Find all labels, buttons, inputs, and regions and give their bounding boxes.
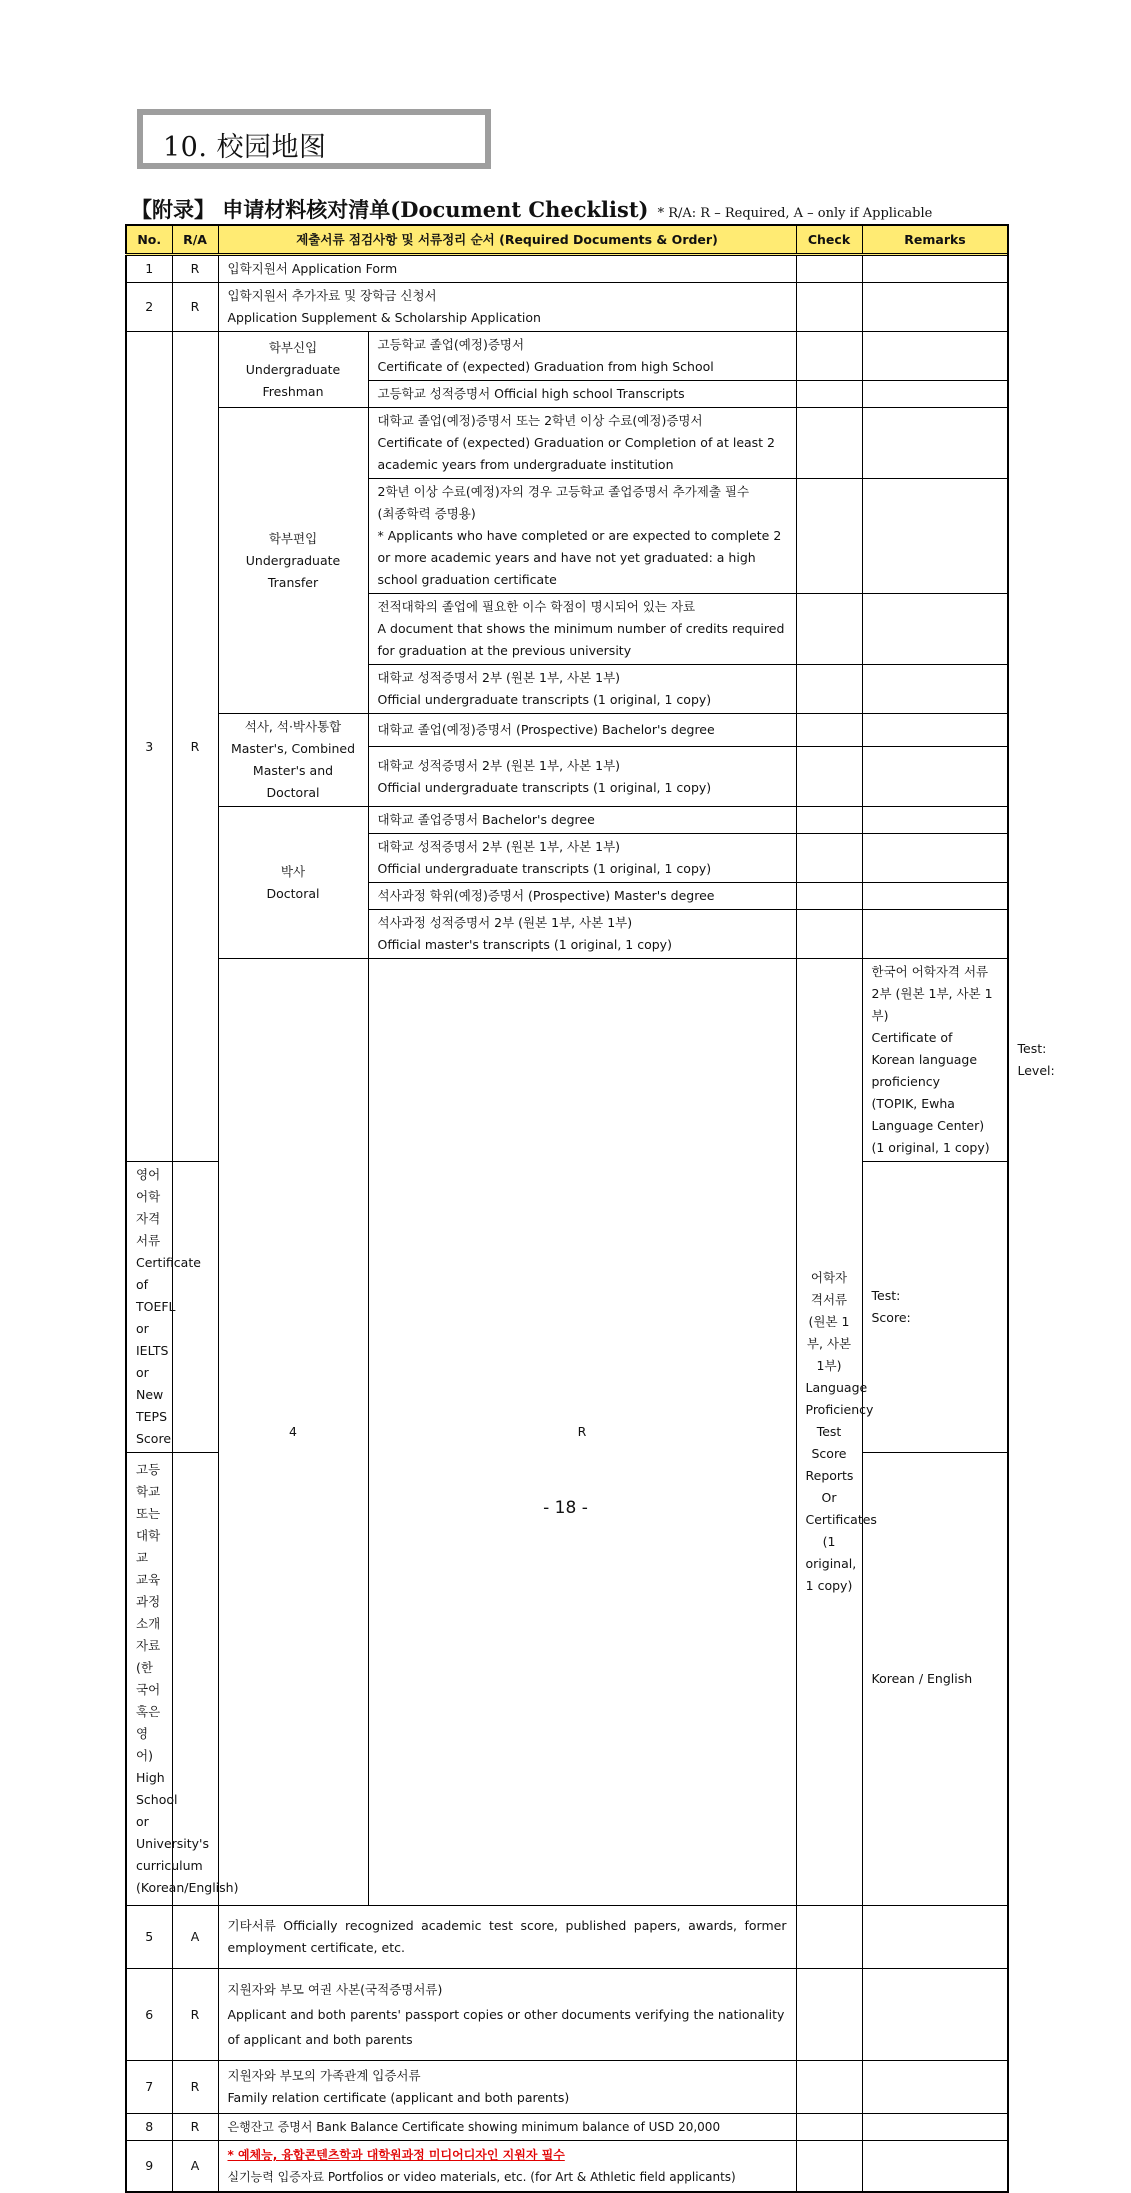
document-line: Certificate of Korean language proficiency [871, 1030, 978, 1089]
document-cell [218, 2141, 796, 2193]
remarks-cell [862, 332, 1008, 381]
category-line: Freshman [262, 383, 324, 399]
document-line: 실기능력 입증자료 Portfolios or video materials, etc. (for Art & Athletic field applicants) [227, 2170, 736, 2184]
category-line: Undergraduate [245, 361, 341, 377]
check-cell[interactable] [796, 747, 862, 807]
row-ra: R [172, 283, 218, 332]
document-line: academic years from undergraduate institution [377, 457, 674, 472]
document-line: Official undergraduate transcripts (1 original, 1 copy) [377, 861, 712, 876]
category-line: Master's and Doctoral [252, 763, 334, 800]
table-row [126, 807, 1008, 834]
remarks-cell [862, 665, 1008, 714]
row-number: 9 [126, 2141, 172, 2193]
check-cell[interactable] [796, 807, 862, 834]
category-line: 석사, 석·박사통합 [244, 719, 342, 734]
category-line: (1 original, 1 copy) [805, 1534, 857, 1593]
document-line: 영어 어학자격 서류 [136, 1167, 161, 1248]
remarks-cell [862, 2141, 1008, 2193]
document-line: High School or University's curriculum (Korean/English) [136, 1770, 239, 1895]
document-line: 지원자와 부모 여권 사본(국적증명서류) [227, 1982, 443, 1997]
check-cell[interactable] [172, 1162, 218, 1453]
document-line: Applicant and both parents' passport copies or other documents verifying the nationality [227, 2007, 785, 2022]
document-cell [368, 594, 796, 665]
document-cell [126, 1453, 239, 1906]
check-cell[interactable] [796, 1969, 862, 2061]
document-line: Family relation certificate (applicant and both parents) [227, 2090, 570, 2105]
document-cell [368, 910, 796, 959]
section-title-box [137, 109, 491, 169]
table-row [126, 714, 1008, 747]
check-cell[interactable] [172, 1453, 218, 1906]
check-cell[interactable] [796, 910, 862, 959]
remarks-cell [862, 594, 1008, 665]
row-ra: A [172, 1906, 218, 1969]
remarks-cell [862, 255, 1008, 283]
document-cell [368, 479, 796, 594]
header-no: No. [126, 225, 172, 255]
check-cell[interactable] [796, 2114, 862, 2141]
table-row [126, 332, 1008, 381]
document-line: (TOPIK, Ewha Language Center) (1 original, 1 copy) [871, 1096, 990, 1155]
check-cell[interactable] [796, 283, 862, 332]
category-line: Master's, Combined [230, 741, 356, 756]
category-line: Undergraduate [245, 552, 341, 568]
remarks-cell [862, 834, 1008, 883]
header-check: Check [796, 225, 862, 255]
document-line: school graduation certificate [377, 572, 557, 587]
check-cell[interactable] [796, 1906, 862, 1969]
category-line: Language [805, 1380, 868, 1395]
row-ra: R [368, 959, 796, 1906]
document-cell [218, 2061, 796, 2114]
category-freshman [218, 332, 368, 408]
category-line: 학부편입 [268, 530, 318, 546]
document-line: 은행잔고 증명서 Bank Balance Certificate showing minimum balance of USD 20,000 [227, 2120, 721, 2134]
header-remarks: Remarks [862, 225, 1008, 255]
row-ra: R [172, 2114, 218, 2141]
remarks-cell [862, 1906, 1008, 1969]
category-language [796, 959, 877, 1906]
category-line: Proficiency Test [805, 1402, 874, 1439]
check-cell[interactable] [796, 594, 862, 665]
document-line: 대학교 졸업(예정)증명서 (Prospective) Bachelor's degree [377, 722, 715, 738]
table-row [126, 2114, 1008, 2141]
section-title: 10. 校园地图 [163, 132, 327, 163]
row-ra: A [172, 2141, 218, 2193]
row-number: 5 [126, 1906, 172, 1969]
header-ra: R/A [172, 225, 218, 255]
document-cell [368, 408, 796, 479]
document-line: Certificate of (expected) Graduation from high School [377, 359, 714, 374]
document-line: 고등학교 성적증명서 Official high school Transcripts [377, 386, 685, 401]
document-line: 대학교 성적증명서 2부 (원본 1부, 사본 1부) [377, 670, 621, 685]
document-line: (최종학력 증명용) [377, 506, 476, 521]
document-cell [368, 747, 796, 807]
document-cell [368, 714, 796, 747]
category-transfer [218, 408, 368, 714]
remarks-cell [862, 1453, 1008, 1906]
document-line: for graduation at the previous university [377, 643, 632, 658]
table-row [126, 283, 1008, 332]
check-cell[interactable] [796, 714, 862, 747]
document-line: 2학년 이상 수료(예정)자의 경우 고등학교 졸업증명서 추가제출 필수 [377, 484, 750, 499]
document-cell [368, 883, 796, 910]
remarks-cell [862, 714, 1008, 747]
remarks-cell [862, 747, 1008, 807]
remarks-cell [862, 283, 1008, 332]
remarks-cell [862, 408, 1008, 479]
document-cell [218, 1906, 796, 1969]
row-number: 8 [126, 2114, 172, 2141]
document-line: 전적대학의 졸업에 필요한 이수 학점이 명시되어 있는 자료 [377, 599, 696, 614]
document-line: A document that shows the minimum number of credits required [377, 621, 785, 636]
document-line: 대학교 성적증명서 2부 (원본 1부, 사본 1부) [377, 839, 621, 854]
row-number: 3 [126, 332, 172, 1162]
remarks-cell [862, 479, 1008, 594]
header-documents: 제출서류 점검사항 및 서류정리 순서 (Required Documents & Order) [218, 225, 796, 255]
table-row [126, 255, 1008, 283]
document-line: 석사과정 성적증명서 2부 (원본 1부, 사본 1부) [377, 915, 633, 930]
document-cell [368, 665, 796, 714]
remarks-cell [862, 1162, 1008, 1453]
checklist-title: 【附录】 申请材料核对清单(Document Checklist) [131, 197, 649, 222]
required-highlight: * 예체능, 융합콘텐츠학과 대학원과정 미디어디자인 지원자 필수 [227, 2148, 565, 2162]
remarks-cell [862, 2114, 1008, 2141]
document-line: or more academic years and have not yet graduated: a high [377, 550, 756, 565]
check-cell[interactable] [796, 834, 862, 883]
page-number: - 18 - [543, 1498, 588, 1518]
document-cell [218, 1969, 796, 2061]
remarks-cell [862, 2061, 1008, 2114]
document-line: Official undergraduate transcripts (1 original, 1 copy) [377, 779, 712, 795]
remarks-cell [862, 381, 1008, 408]
check-cell[interactable] [796, 381, 862, 408]
document-cell [218, 283, 796, 332]
row-ra: R [172, 1969, 218, 2061]
remarks-line: Score: [871, 1310, 911, 1325]
document-cell [218, 2114, 796, 2141]
document-cell [368, 807, 796, 834]
document-line: 고등학교 졸업(예정)증명서 [377, 337, 525, 352]
check-cell[interactable] [796, 408, 862, 479]
check-cell[interactable] [796, 479, 862, 594]
document-line: Certificate of TOEFL or IELTS or New TEPS Score [136, 1255, 201, 1446]
category-line: 박사 [280, 863, 306, 879]
category-line: 어학자격서류 [810, 1270, 848, 1307]
document-line: Application Supplement & Scholarship Application [227, 310, 541, 325]
document-cell [368, 834, 796, 883]
category-line: Score Reports [805, 1446, 854, 1483]
check-cell[interactable] [796, 665, 862, 714]
document-line: 지원자와 부모의 가족관계 입증서류 [227, 2068, 421, 2083]
check-cell[interactable] [796, 883, 862, 910]
remarks-cell [862, 883, 1008, 910]
document-line: * Applicants who have completed or are expected to complete 2 [377, 528, 782, 543]
check-cell[interactable] [796, 2061, 862, 2114]
document-cell [862, 959, 1008, 1162]
check-cell[interactable] [796, 2141, 862, 2193]
category-line: (원본 1부, 사본 1부) [806, 1314, 852, 1373]
check-cell[interactable] [796, 255, 862, 283]
document-cell [126, 1162, 201, 1453]
check-cell[interactable] [796, 332, 862, 381]
document-line: Official undergraduate transcripts (1 original, 1 copy) [377, 692, 712, 707]
row-number: 6 [126, 1969, 172, 2061]
row-ra: R [172, 332, 218, 1162]
category-line: Transfer [267, 574, 319, 590]
document-line: of applicant and both parents [227, 2032, 413, 2047]
remarks-line: Test: [871, 1288, 901, 1303]
document-line: Certificate of (expected) Graduation or Completion of at least 2 [377, 435, 776, 450]
table-row: 4 R 어학자격서류 (원본 1부, 사본 1부) Language Proficiency Test Score Reports Or Certificates (1 original, 1 copy) 한국어 어학자격 서류 2부 (원본 1부, 사본 1부) Certificate of Korean language proficiency (TOPIK, Ewha Language Center) (1 original, 1 copy) Test: Level: [126, 959, 1008, 1162]
row-number: 4 [218, 959, 368, 1906]
checklist-note: * R/A: R – Required, A – only if Applicable [657, 206, 933, 221]
category-line: Or Certificates [805, 1490, 877, 1527]
document-line: 대학교 졸업증명서 Bachelor's degree [377, 812, 595, 827]
document-line: 대학교 졸업(예정)증명서 또는 2학년 이상 수료(예정)증명서 [377, 413, 703, 428]
table-row [126, 1969, 1008, 2061]
remarks-cell [862, 807, 1008, 834]
document-cell [218, 255, 796, 283]
remarks-line: Korean / English [871, 1671, 973, 1686]
category-masters [218, 714, 368, 807]
table-row [126, 2141, 1008, 2193]
row-ra: R [172, 255, 218, 283]
category-doctoral [218, 807, 368, 959]
category-line: 학부신입 [268, 339, 318, 355]
table-row [126, 1906, 1008, 1969]
document-line: 입학지원서 Application Form [227, 261, 398, 276]
remarks-cell [862, 910, 1008, 959]
document-line: 석사과정 학위(예정)증명서 (Prospective) Master's degree [377, 888, 715, 903]
table-row [126, 408, 1008, 479]
category-line: Doctoral [266, 885, 320, 901]
row-number: 1 [126, 255, 172, 283]
document-line: 입학지원서 추가자료 및 장학금 신청서 [227, 288, 437, 303]
document-line: 대학교 성적증명서 2부 (원본 1부, 사본 1부) [377, 757, 621, 773]
document-line: Official master's transcripts (1 original, 1 copy) [377, 937, 672, 952]
row-number: 2 [126, 283, 172, 332]
document-line: 고등학교 또는 대학교 교육과정 소개자료(한국어 혹은 영어) [136, 1462, 161, 1763]
checklist-heading [131, 194, 932, 224]
remarks-cell [862, 1969, 1008, 2061]
document-line: 한국어 어학자격 서류 2부 (원본 1부, 사본 1부) [871, 964, 993, 1023]
row-number: 7 [126, 2061, 172, 2114]
document-cell [368, 381, 796, 408]
row-ra: R [172, 2061, 218, 2114]
document-line: 기타서류 Officially recognized academic test score, published papers, awards, former employment certificate, etc. [227, 1918, 787, 1955]
document-checklist-table [125, 224, 1055, 2193]
table-row [126, 2061, 1008, 2114]
document-cell [368, 332, 796, 381]
table-header-row [126, 225, 1008, 255]
